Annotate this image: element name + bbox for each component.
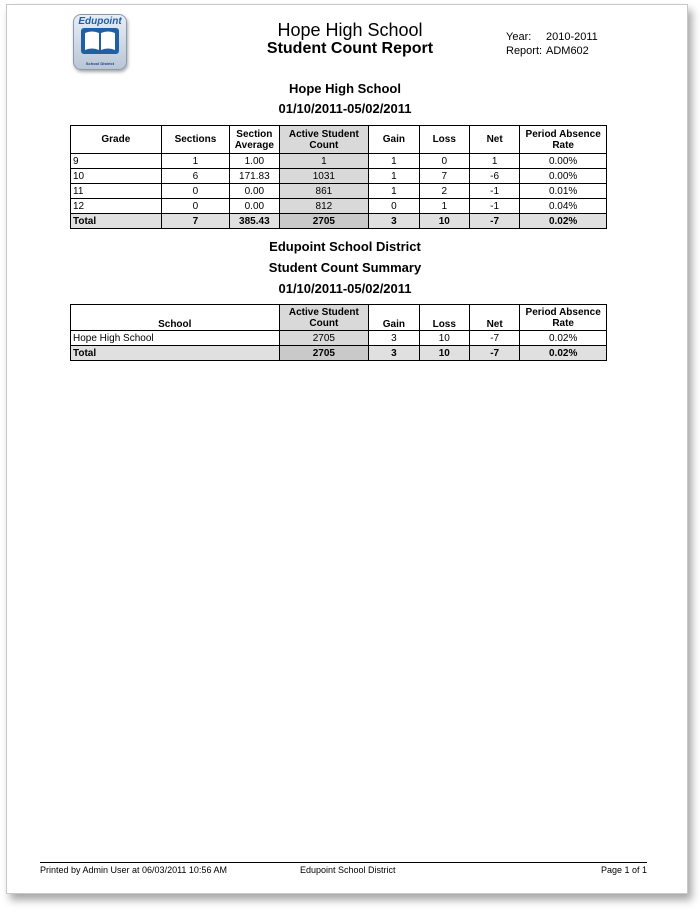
table-cell: 0.01% <box>520 184 607 199</box>
table-cell: 0.02% <box>520 331 607 346</box>
table-cell: 10 <box>419 346 469 361</box>
year-value: 2010-2011 <box>546 31 598 43</box>
table-row <box>71 199 607 214</box>
table-row <box>71 184 607 199</box>
table-cell: -1 <box>469 184 519 199</box>
footer-printed-by: Printed by Admin User at 06/03/2011 10:56 AM <box>40 865 227 875</box>
table-cell: 1 <box>279 154 369 169</box>
col-header: Active Student Count <box>279 305 369 331</box>
table-cell: 861 <box>279 184 369 199</box>
year-info <box>506 31 598 43</box>
year-label: Year: <box>506 31 532 43</box>
col-header: Section Average <box>230 126 279 154</box>
table-row <box>71 331 607 346</box>
table-cell: 9 <box>71 154 162 169</box>
table-row <box>71 154 607 169</box>
table-cell: 3 <box>369 331 419 346</box>
table-total-row <box>71 214 607 229</box>
table-cell: Hope High School <box>71 331 280 346</box>
report-label: Report: <box>506 45 543 57</box>
col-header: Loss <box>419 305 469 331</box>
table-cell: 385.43 <box>230 214 279 229</box>
table-cell: Total <box>71 214 162 229</box>
table-cell: 3 <box>369 346 419 361</box>
table-cell: 0.04% <box>520 199 607 214</box>
table-cell: 0 <box>161 199 230 214</box>
col-header: Period Absence Rate <box>520 305 607 331</box>
table-cell: 0.00% <box>520 169 607 184</box>
col-header: Net <box>469 126 519 154</box>
table-cell: 0.02% <box>520 346 607 361</box>
table-cell: 1 <box>369 169 419 184</box>
summary-table <box>70 304 607 361</box>
table-cell: 1 <box>419 199 469 214</box>
table-cell: 812 <box>279 199 369 214</box>
table-cell: -7 <box>469 331 519 346</box>
logo-district-text: School District <box>85 61 115 66</box>
table-cell: 1 <box>469 154 519 169</box>
table-cell: 171.83 <box>230 169 279 184</box>
table-cell: 7 <box>419 169 469 184</box>
table-header-row <box>71 126 607 154</box>
table-cell: 2705 <box>279 214 369 229</box>
col-header: Active Student Count <box>279 126 369 154</box>
table-cell: 1031 <box>279 169 369 184</box>
school-title: Hope High School <box>277 20 423 40</box>
table-cell: 10 <box>71 169 162 184</box>
table-cell: 2 <box>419 184 469 199</box>
table-cell: -6 <box>469 169 519 184</box>
col-header: Gain <box>369 305 419 331</box>
table-cell: 7 <box>161 214 230 229</box>
report-title: Student Count Report <box>266 40 434 57</box>
table-cell: -7 <box>469 214 519 229</box>
table-cell: 10 <box>419 214 469 229</box>
table-cell: 3 <box>369 214 419 229</box>
table-cell: 0 <box>161 184 230 199</box>
footer-page-number: Page 1 of 1 <box>600 865 647 875</box>
table-cell: -7 <box>469 346 519 361</box>
table-cell: 1.00 <box>230 154 279 169</box>
section2-district: Edupoint School District <box>269 239 421 254</box>
col-header: Sections <box>161 126 230 154</box>
footer-divider <box>40 862 647 863</box>
table-cell: 0.02% <box>520 214 607 229</box>
grade-count-table <box>70 125 607 229</box>
footer-district: Edupoint School District <box>300 865 396 875</box>
table-cell: 6 <box>161 169 230 184</box>
col-header: Loss <box>419 126 469 154</box>
col-header: Period Absence Rate <box>520 126 607 154</box>
col-header: Net <box>469 305 519 331</box>
section1-date-range: 01/10/2011-05/02/2011 <box>278 101 412 116</box>
table-cell: 2705 <box>279 331 369 346</box>
table-cell: 1 <box>369 184 419 199</box>
table-cell: 12 <box>71 199 162 214</box>
logo-brand-text: Edupoint <box>78 16 122 27</box>
col-header: Gain <box>369 126 419 154</box>
col-header: School <box>71 305 280 331</box>
table-cell: -1 <box>469 199 519 214</box>
table-cell: 0 <box>419 154 469 169</box>
table-cell: Total <box>71 346 280 361</box>
report-info <box>506 45 589 57</box>
table-cell: 0.00% <box>520 154 607 169</box>
table-total-row <box>71 346 607 361</box>
table-cell: 0.00 <box>230 199 279 214</box>
table-header-row <box>71 305 607 331</box>
table-cell: 1 <box>369 154 419 169</box>
table-cell: 0.00 <box>230 184 279 199</box>
table-row <box>71 169 607 184</box>
col-header: Grade <box>71 126 162 154</box>
report-value: ADM602 <box>546 45 589 57</box>
table-cell: 11 <box>71 184 162 199</box>
table-cell: 10 <box>419 331 469 346</box>
table-cell: 2705 <box>279 346 369 361</box>
table-cell: 1 <box>161 154 230 169</box>
section2-title: Student Count Summary <box>268 260 422 275</box>
section1-school: Hope High School <box>289 81 401 96</box>
section2-date-range: 01/10/2011-05/02/2011 <box>278 281 412 296</box>
table-cell: 0 <box>369 199 419 214</box>
